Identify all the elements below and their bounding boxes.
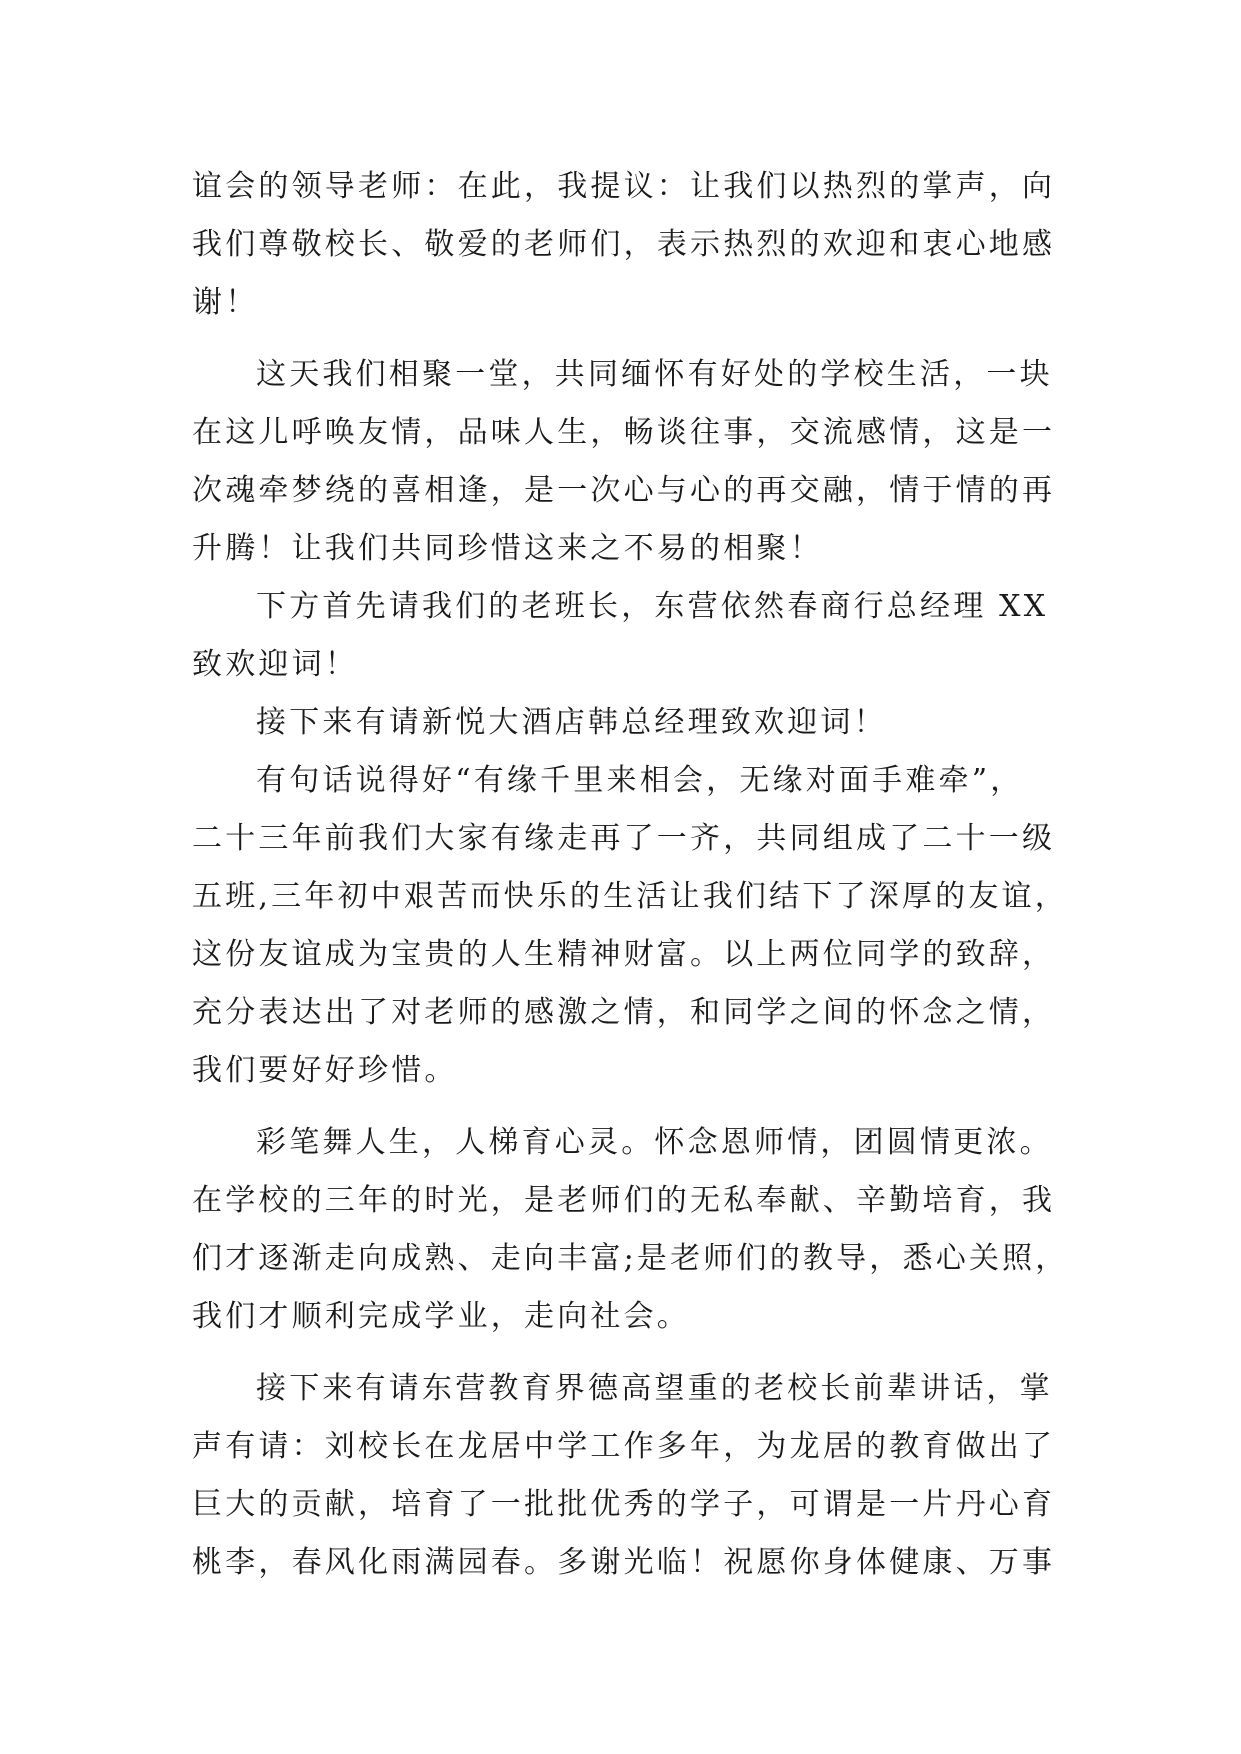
text-line: 在学校的三年的时光，是老师们的无私奉献、辛勤培育，我 (192, 1183, 1056, 1218)
text-line: 致欢迎词！ (192, 647, 358, 682)
paragraph-start-line: 下方首先请我们的老班长，东营依然春商行总经理 XX (256, 589, 1049, 624)
text-line: 谊会的领导老师：在此，我提议：让我们以热烈的掌声，向 (192, 169, 1056, 204)
text-line: 充分表达出了对老师的感激之情，和同学之间的怀念之情， (192, 995, 1056, 1030)
text-line: 五班,三年初中艰苦而快乐的生活让我们结下了深厚的友谊， (192, 879, 1068, 914)
text-line: 声有请：刘校长在龙居中学工作多年，为龙居的教育做出了 (192, 1429, 1056, 1464)
paragraph-start-line: 有句话说得好“有缘千里来相会，无缘对面手难牵”， (256, 763, 1024, 798)
text-line: 谢！ (192, 285, 259, 320)
paragraph-start-line: 接下来有请东营教育界德高望重的老校长前辈讲话，掌 (256, 1371, 1053, 1406)
text-line: 巨大的贡献，培育了一批批优秀的学子，可谓是一片丹心育 (192, 1487, 1056, 1522)
text-line: 升腾！让我们共同珍惜这来之不易的相聚！ (192, 531, 823, 566)
text-line: 这份友谊成为宝贵的人生精神财富。以上两位同学的致辞， (192, 937, 1056, 972)
text-line: 我们尊敬校长、敬爱的老师们，表示热烈的欢迎和衷心地感 (192, 227, 1056, 262)
text-line: 次魂牵梦绕的喜相逢，是一次心与心的再交融，情于情的再 (192, 473, 1056, 508)
text-line: 桃李，春风化雨满园春。多谢光临！祝愿你身体健康、万事 (192, 1545, 1056, 1580)
text-line: 们才逐渐走向成熟、走向丰富;是老师们的教导，悉心关照， (192, 1241, 1069, 1276)
document-body (192, 158, 1069, 1592)
paragraph-start-line: 接下来有请新悦大酒店韩总经理致欢迎词！ (256, 705, 887, 740)
text-line: 我们要好好珍惜。 (192, 1053, 458, 1088)
paragraph-start-line: 彩笔舞人生，人梯育心灵。怀念恩师情，团圆情更浓。 (256, 1125, 1053, 1160)
text-line: 二十三年前我们大家有缘走再了一齐，共同组成了二十一级 (192, 821, 1056, 856)
text-line: 我们才顺利完成学业，走向社会。 (192, 1299, 690, 1334)
paragraph-start-line: 这天我们相聚一堂，共同缅怀有好处的学校生活，一块 (256, 357, 1053, 392)
text-line: 在这儿呼唤友情，品味人生，畅谈往事，交流感情，这是一 (192, 415, 1056, 450)
